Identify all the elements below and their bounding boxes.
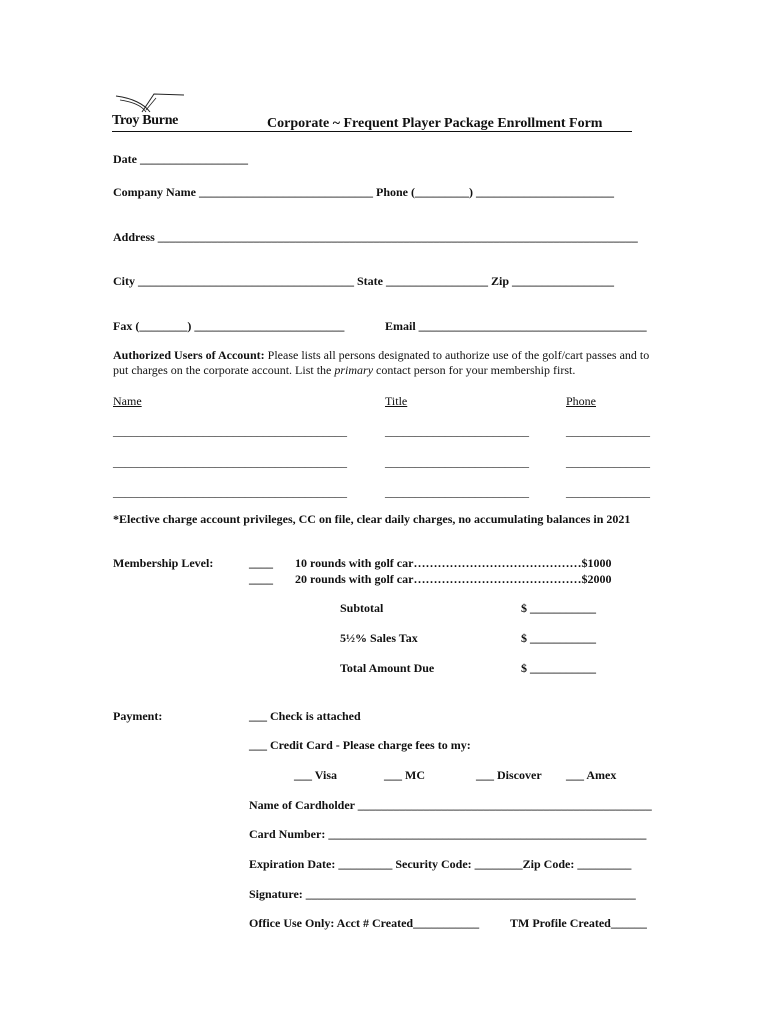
card-number-field[interactable]: Card Number: _____________________________________________________ <box>249 827 647 841</box>
total-due-field[interactable]: $ ___________ <box>521 661 596 675</box>
user-name-blank[interactable]: _______________________________________ <box>113 424 347 438</box>
email-field[interactable]: Email ______________________________________ <box>385 319 647 333</box>
sales-tax-label: 5½% Sales Tax <box>340 631 418 645</box>
membership-level-label: Membership Level: <box>113 556 214 570</box>
office-acct-created[interactable]: Office Use Only: Acct # Created___________ <box>249 916 480 930</box>
user-phone-blank[interactable]: ______________ <box>566 455 650 469</box>
form-title: Corporate ~ Frequent Player Package Enrollment Form <box>267 116 603 131</box>
membership-option-2-blank[interactable]: ____ <box>249 572 273 586</box>
cardholder-field[interactable]: Name of Cardholder _________________________________________________ <box>249 798 652 812</box>
user-phone-blank[interactable]: ______________ <box>566 424 650 438</box>
user-title-blank[interactable]: ________________________ <box>385 424 529 438</box>
logo-text: Troy Burne <box>112 113 179 128</box>
column-header-name: Name <box>113 394 142 408</box>
mc-option[interactable]: ___ MC <box>384 768 425 782</box>
visa-option[interactable]: ___ Visa <box>294 768 338 782</box>
membership-option-1: 10 rounds with golf car……………………………………$1000 <box>295 556 612 570</box>
subtotal-label: Subtotal <box>340 601 384 615</box>
subtotal-field[interactable]: $ ___________ <box>521 601 596 615</box>
expiration-security-zip-field[interactable]: Expiration Date: _________ Security Code: ________Zip Code: _________ <box>249 857 632 871</box>
user-title-blank[interactable]: ________________________ <box>385 455 529 469</box>
authorized-users-paragraph: Authorized Users of Account: Please lists all persons designated to authorize use of the golf/cart passes and to put charges on the corporate account. List the primary contact person for your membership first. <box>113 348 650 377</box>
elective-note: *Elective charge account privileges, CC on file, clear daily charges, no accumulating balances in 2021 <box>113 512 631 526</box>
amex-option[interactable]: ___ Amex <box>566 768 617 782</box>
signature-field[interactable]: Signature: _______________________________________________________ <box>249 887 636 901</box>
membership-option-1-blank[interactable]: ____ <box>249 556 273 570</box>
payment-label: Payment: <box>113 709 163 723</box>
discover-option[interactable]: ___ Discover <box>476 768 542 782</box>
authorized-users-label: Authorized Users of Account: <box>113 348 265 362</box>
office-tm-profile[interactable]: TM Profile Created______ <box>510 916 647 930</box>
user-phone-blank[interactable]: ______________ <box>566 485 650 499</box>
total-due-label: Total Amount Due <box>340 661 435 675</box>
user-title-blank[interactable]: ________________________ <box>385 485 529 499</box>
user-name-blank[interactable]: _______________________________________ <box>113 485 347 499</box>
membership-option-2: 20 rounds with golf car……………………………………$2000 <box>295 572 612 586</box>
credit-card-option[interactable]: ___ Credit Card - Please charge fees to my: <box>249 738 471 752</box>
check-attached-option[interactable]: ___ Check is attached <box>249 709 361 723</box>
company-phone-field[interactable]: Company Name _____________________________ Phone (_________) _______________________ <box>113 185 614 199</box>
sales-tax-field[interactable]: $ ___________ <box>521 631 596 645</box>
address-field[interactable]: Address ________________________________________________________________________________ <box>113 230 638 244</box>
date-field[interactable]: Date __________________ <box>113 152 248 166</box>
city-state-zip-field[interactable]: City ____________________________________ State _________________ Zip _________________ <box>113 274 614 288</box>
column-header-title: Title <box>385 394 408 408</box>
fax-field[interactable]: Fax (________) _________________________ <box>113 319 345 333</box>
user-name-blank[interactable]: _______________________________________ <box>113 455 347 469</box>
column-header-phone: Phone <box>566 394 596 408</box>
